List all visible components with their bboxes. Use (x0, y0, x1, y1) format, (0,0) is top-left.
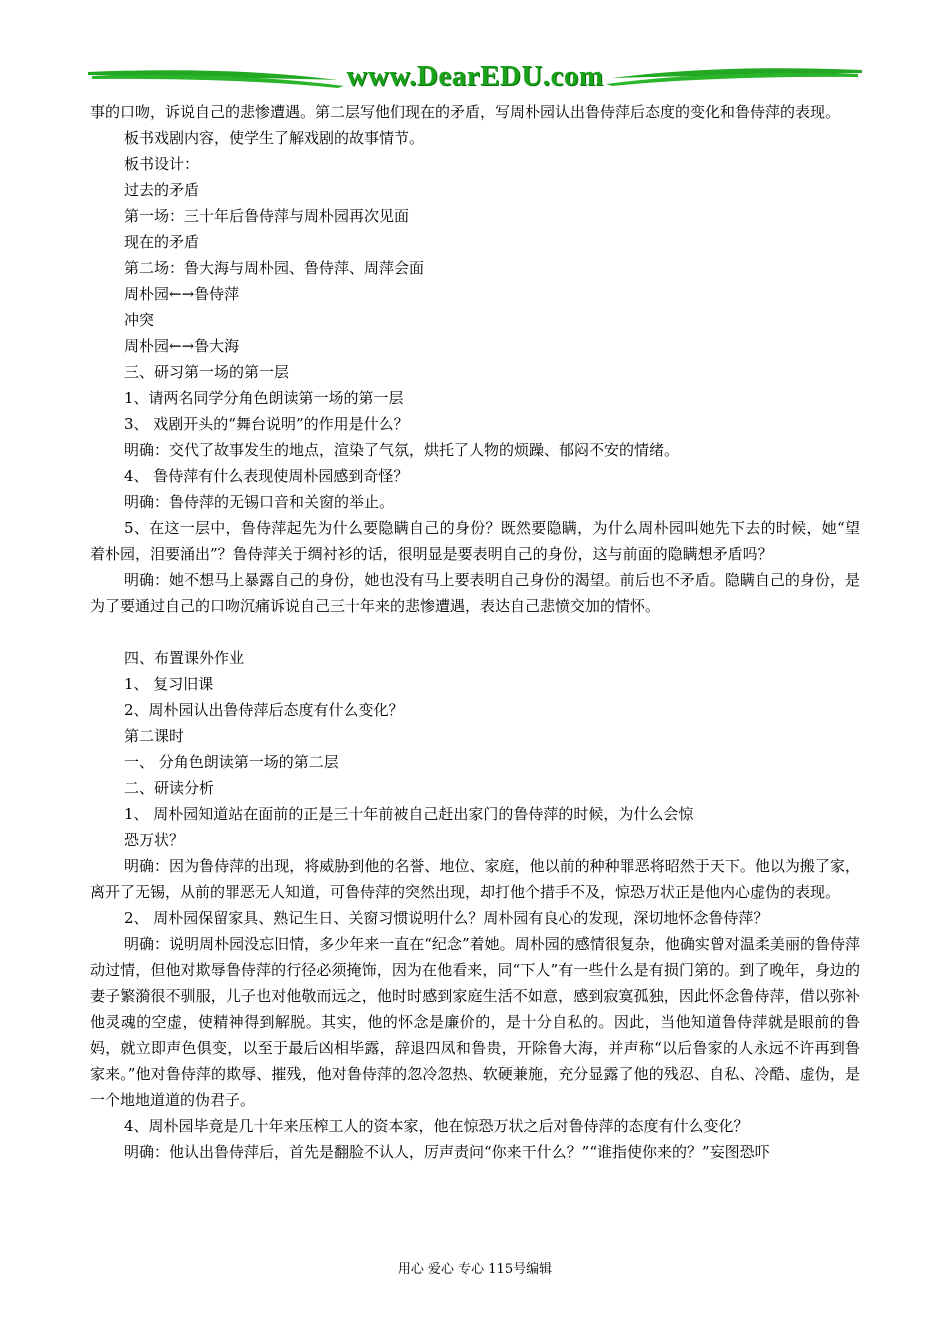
paragraph: 第一场：三十年后鲁侍萍与周朴园再次见面 (124, 207, 410, 225)
paragraph (90, 619, 860, 645)
paragraph: 1、 复习旧课 (124, 675, 214, 693)
document-body (90, 99, 860, 1165)
paragraph: 周朴园←→鲁侍萍 (124, 285, 240, 303)
paragraph: 第二课时 (124, 727, 185, 745)
paragraph: 3、 戏剧开头的“舞台说明”的作用是什么？ (124, 415, 409, 433)
paragraph: 板书戏剧内容，使学生了解戏剧的故事情节。 (124, 129, 425, 147)
paragraph: 一、 分角色朗读第一场的第二层 (124, 753, 339, 771)
paragraph: 2、周朴园认出鲁侍萍后态度有什么变化？ (124, 701, 404, 719)
paragraph: 二、研读分析 (124, 779, 215, 797)
site-header-banner (88, 58, 862, 96)
paragraph: 板书设计： (124, 155, 200, 173)
paragraph: 三、研习第一场的第一层 (124, 363, 290, 381)
paragraph: 1、请两名同学分角色朗读第一场的第一层 (124, 389, 404, 407)
paragraph: 周朴园←→鲁大海 (124, 337, 240, 355)
site-brand-text[interactable]: www.DearEDU.com (346, 60, 604, 92)
paragraph: 恐万状？ (124, 831, 185, 849)
paragraph: 第二场：鲁大海与周朴园、鲁侍萍、周萍会面 (124, 259, 425, 277)
paragraph: 5、在这一层中，鲁侍萍起先为什么要隐瞒自己的身份？既然要隐瞒，为什么周朴园叫她先下去的时候，她“望着朴园，泪要涌出”？鲁侍萍关于绸衬衫的话，很明显是要表明自己的身份，这与前面的隐瞒想矛盾吗？ (90, 519, 860, 563)
paragraph: 冲突 (124, 311, 155, 329)
paragraph: 明确：交代了故事发生的地点，渲染了气氛，烘托了人物的烦躁、郁闷不安的情绪。 (124, 441, 680, 459)
paragraph: 明确：鲁侍萍的无锡口音和关窗的举止。 (124, 493, 395, 511)
paragraph: 现在的矛盾 (124, 233, 200, 251)
paragraph: 2、 周朴园保留家具、熟记生日、关窗习惯说明什么？周朴园有良心的发现，深切地怀念鲁侍萍？ (124, 909, 769, 927)
page-footer: 用心 爱心 专心 115号编辑 (397, 1262, 553, 1277)
paragraph: 明确：因为鲁侍萍的出现，将威胁到他的名誉、地位、家庭，他以前的种种罪恶将昭然于天下。他以为搬了家，离开了无锡，从前的罪恶无人知道，可鲁侍萍的突然出现，却打他个措手不及，惊恐万状正是他内心虚伪的表现。 (90, 857, 860, 901)
paragraph: 明确：说明周朴园没忘旧情，多少年来一直在“纪念”着她。周朴园的感情很复杂，他确实曾对温柔美丽的鲁侍萍动过情，但他对欺辱鲁侍萍的行径必须掩饰，因为在他看来，同“下人”有一些什么是有损门第的。到了晚年，身边的妻子繁漪很不驯服，儿子也对他敬而远之，他时时感到家庭生活不如意，感到寂寞孤独，因此怀念鲁侍萍，借以弥补他灵魂的空虚，使精神得到解脱。其实，他的怀念是廉价的，是十分自私的。因此，当他知道鲁侍萍就是眼前的鲁妈，就立即声色俱变，以至于最后凶相毕露，辞退四凤和鲁贵，开除鲁大海，并声称“以后鲁家的人永远不许再到鲁家来。”他对鲁侍萍的欺辱、摧残，他对鲁侍萍的忽冷忽热、软硬兼施，充分显露了他的残忍、自私、冷酷、虚伪，是一个地地道道的伪君子。 (90, 935, 860, 1109)
paragraph: 1、 周朴园知道站在面前的正是三十年前被自己赶出家门的鲁侍萍的时候，为什么会惊 (124, 805, 694, 823)
paragraph: 四、布置课外作业 (124, 649, 245, 667)
paragraph: 事的口吻，诉说自己的悲惨遭遇。第二层写他们现在的矛盾，写周朴园认出鲁侍萍后态度的变化和鲁侍萍的表现。 (90, 103, 841, 121)
paragraph: 4、 鲁侍萍有什么表现使周朴园感到奇怪？ (124, 467, 409, 485)
paragraph: 过去的矛盾 (124, 181, 200, 199)
paragraph: 明确：她不想马上暴露自己的身份，她也没有马上要表明自己身份的渴望。前后也不矛盾。隐瞒自己的身份，是为了要通过自己的口吻沉痛诉说自己三十年来的悲惨遭遇，表达自己悲愤交加的情怀。 (90, 571, 860, 615)
paragraph: 明确：他认出鲁侍萍后，首先是翻脸不认人，厉声责问“你来干什么？”“谁指使你来的？”妄图恐吓 (124, 1143, 770, 1161)
paragraph: 4、周朴园毕竟是几十年来压榨工人的资本家，他在惊恐万状之后对鲁侍萍的态度有什么变化？ (124, 1117, 749, 1135)
